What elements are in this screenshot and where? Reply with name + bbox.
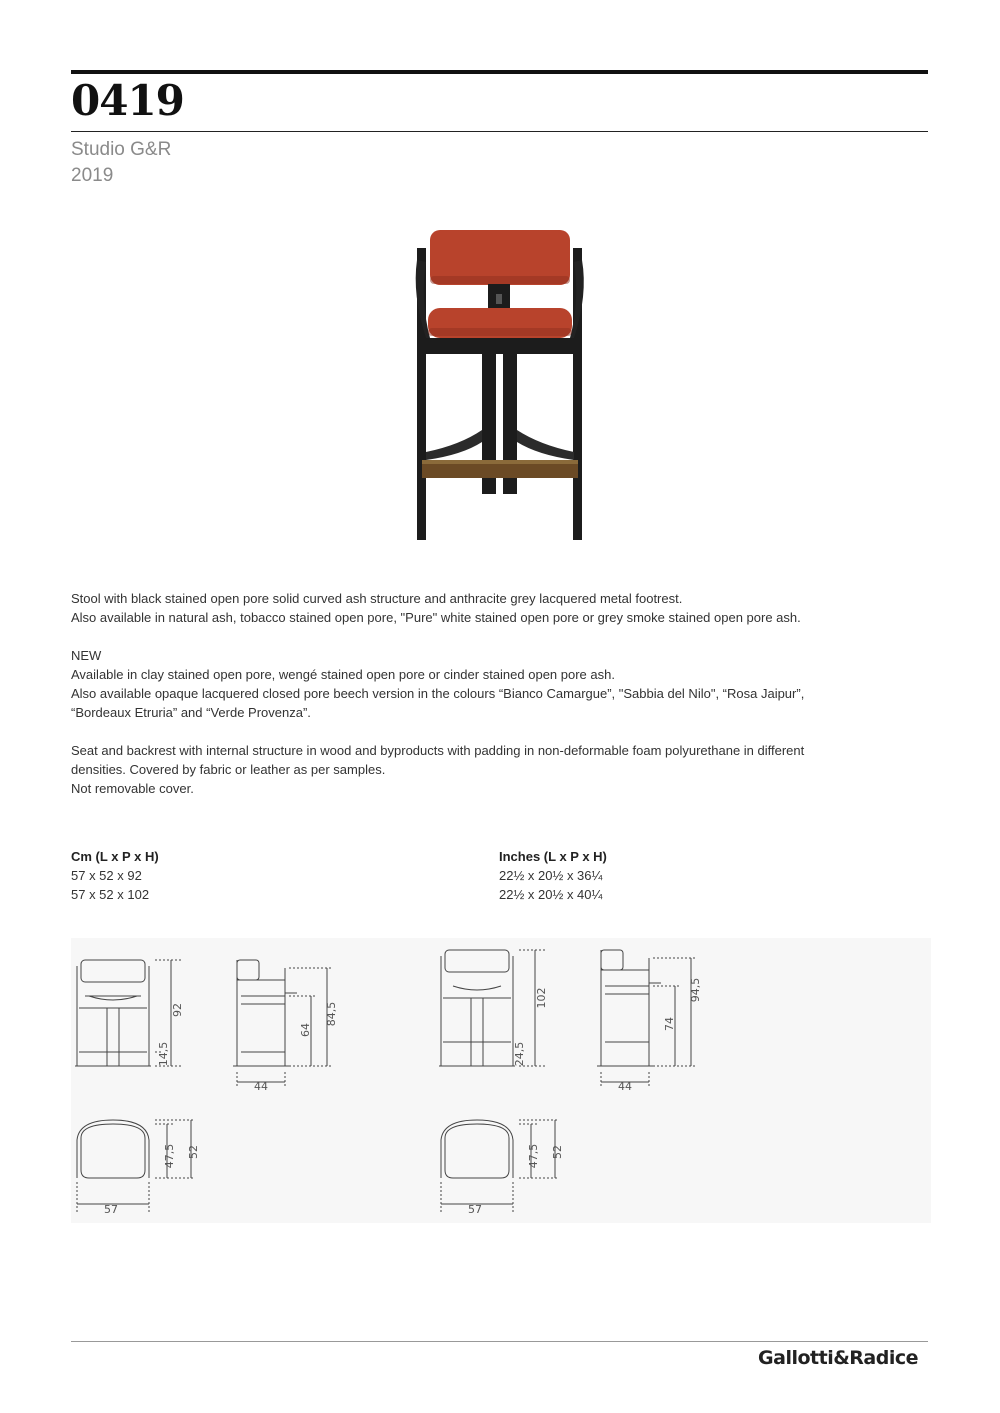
dim-small-depth: 52 [187,1145,200,1159]
title-rule [71,131,928,132]
product-code: 0419 [71,76,184,125]
dimensions-cm-header: Cm (L x P x H) [71,849,159,864]
dimensions-inches-row: 22½ x 20½ x 36¼ [499,868,603,883]
new-label: NEW [71,648,102,663]
dim-tall-side-depth: 44 [618,1080,632,1093]
dimensions-cm [71,847,159,904]
dimensions-cm-row: 57 x 52 x 102 [71,887,150,902]
tall-front-view [439,950,545,1066]
dimensions-inches-row: 22½ x 20½ x 40¼ [499,887,603,902]
dimensions-inches-header: Inches (L x P x H) [499,849,607,864]
product-description [71,589,931,798]
dimensions-cm-row: 57 x 52 x 92 [71,868,142,883]
footer-rule [71,1341,928,1342]
dim-tall-height: 102 [535,987,548,1009]
designer: Studio G&R [71,139,172,160]
dim-small-seat-height: 64 [299,1023,312,1037]
dim-tall-depth: 52 [551,1145,564,1159]
dimensions-inches [499,847,607,904]
tall-top-view [441,1120,559,1212]
description-line: Also available in natural ash, tobacco stained open pore, "Pure" white stained open pore or grey smoke stained open pore ash. [71,610,801,625]
stool-photo [400,220,600,550]
description-line: “Bordeaux Etruria” and “Verde Provenza”. [71,705,311,720]
year: 2019 [71,165,114,186]
technical-drawings [71,938,931,1223]
dim-tall-seat-height: 74 [663,1017,676,1031]
dim-tall-footrest: 24,5 [513,1041,526,1067]
tall-side-view [597,950,697,1088]
top-rule [71,70,928,74]
description-line: Also available opaque lacquered closed pore beech version in the colours “Bianco Camargue”, "Sabbia del Nilo", “Rosa Jaipur”, [71,686,805,701]
dim-small-footrest: 14,5 [157,1041,170,1067]
brand-logo: Gallotti&Radice [758,1347,918,1369]
dim-tall-inner-depth: 47,5 [527,1143,540,1169]
description-line: Not removable cover. [71,781,194,796]
small-top-view [77,1120,195,1212]
dim-small-inner-depth: 47,5 [163,1143,176,1169]
dim-tall-width: 57 [468,1203,482,1216]
description-line: Seat and backrest with internal structure in wood and byproducts with padding in non-deformable foam polyurethane in different [71,743,805,758]
description-line: densities. Covered by fabric or leather as per samples. [71,762,386,777]
description-line: Available in clay stained open pore, wengé stained open pore or cinder stained open pore ash. [71,667,615,682]
small-side-view [233,960,333,1088]
dim-small-height: 92 [171,1003,184,1017]
dim-small-arm-height: 84,5 [325,1001,338,1027]
dim-small-side-depth: 44 [254,1080,268,1093]
dim-tall-arm-height: 94,5 [689,977,702,1003]
description-line: Stool with black stained open pore solid curved ash structure and anthracite grey lacquered metal footrest. [71,591,683,606]
dim-small-width: 57 [104,1203,118,1216]
drawings-svg [71,938,931,1223]
